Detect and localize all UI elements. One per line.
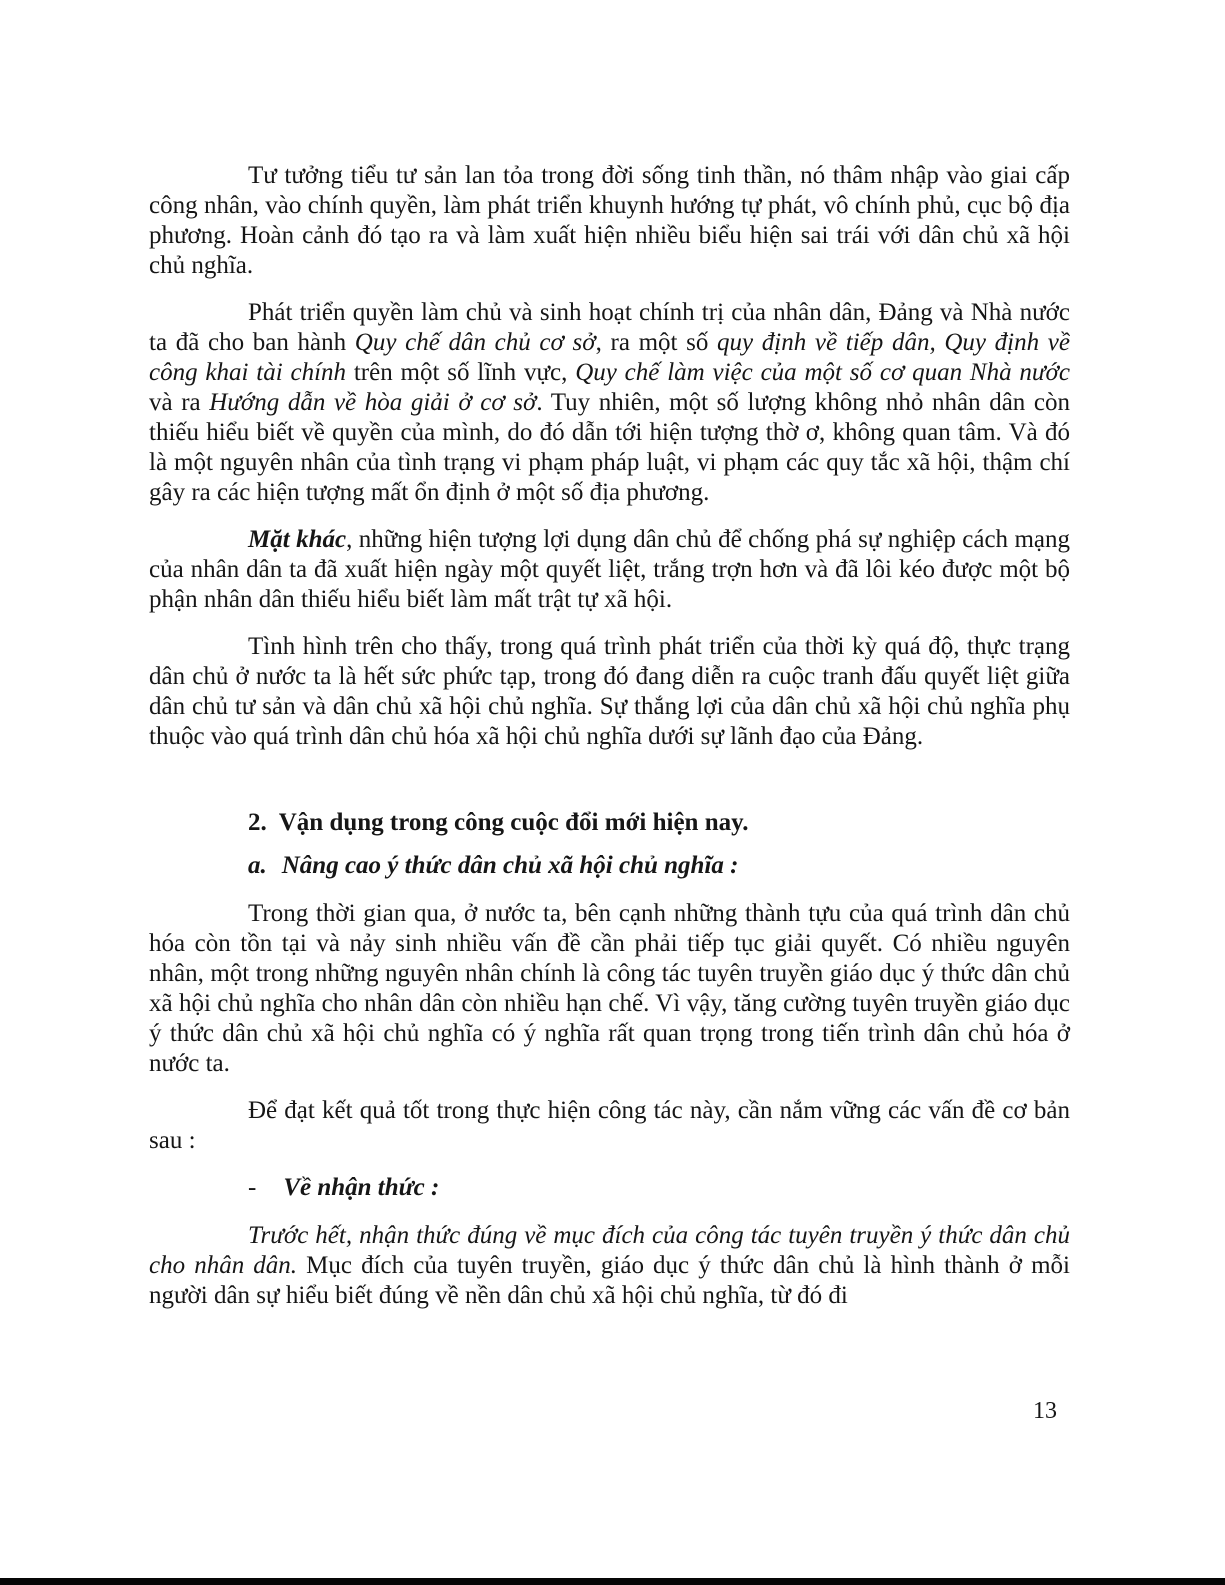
- scan-edge-bar: [0, 1578, 1225, 1585]
- subsection-heading-a: [149, 851, 1070, 881]
- paragraph-truoc-het: [149, 1221, 1077, 1311]
- text-run: Tình hình trên cho thấy, trong quá trình phát triển của thời kỳ quá độ, thực trạng dân chủ ở nước ta là hết sức phức tạp, trong đó đang diễn ra cuộc tranh đấu quyết liệt giữa dân chủ tư sản và dân chủ xã hội chủ nghĩa. Sự thắng lợi của dân chủ xã hội chủ nghĩa phụ thuộc vào quá trình dân chủ hóa xã hội chủ nghĩa dưới sự lãnh đạo của Đảng.: [149, 633, 1077, 750]
- paragraph-tieu-tu-san: [149, 161, 1077, 281]
- section-number: 2.: [248, 809, 267, 836]
- subsection-letter: a.: [248, 852, 267, 879]
- text-run: Tư tưởng tiểu tư sản lan tỏa trong đời sống tinh thần, nó thâm nhập vào giai cấp công nhân, vào chính quyền, làm phát triển khuynh hướng tự phát, vô chính phủ, cục bộ địa phương. Hoàn cảnh đó tạo ra và làm xuất hiện nhiều biểu hiện sai trái với dân chủ xã hội chủ nghĩa.: [149, 162, 1077, 279]
- text-run: Trong thời gian qua, ở nước ta, bên cạnh những thành tựu của quá trình dân chủ hóa còn tồn tại và nảy sinh nhiều vấn đề cần phải tiếp tục giải quyết. Có nhiều nguyên nhân, một trong những nguyên nhân chính là công tác tuyên truyền giáo dục ý thức dân chủ xã hội chủ nghĩa cho nhân dân còn nhiều hạn chế. Vì vậy, tăng cường tuyên truyền giáo dục ý thức dân chủ xã hội chủ nghĩa có ý nghĩa rất quan trọng trong tiến trình dân chủ hóa ở nước ta.: [149, 900, 1077, 1077]
- bullet-heading-text: Về nhận thức :: [283, 1174, 440, 1201]
- paragraph-tinh-hinh-tren: [149, 632, 1077, 752]
- text-run-italic: quy định về tiếp dân, Quy định về công khai tài chính: [149, 329, 1077, 386]
- text-run: , ra một số: [595, 329, 718, 356]
- text-run-bold-italic: Mặt khác: [248, 526, 347, 553]
- text-run-italic: Quy chế dân chủ cơ sở: [354, 329, 596, 356]
- paragraph-mat-khac: [149, 525, 1077, 615]
- text-run: , những hiện tượng lợi dụng dân chủ để chống phá sự nghiệp cách mạng của nhân dân ta đã xuất hiện ngày một quyết liệt, trắng trợn hơn và đã lôi kéo được một bộ phận nhân dân thiếu hiểu biết làm mất trật tự xã hội.: [149, 526, 1077, 613]
- text-run: Phát triển quyền làm chủ và sinh hoạt chính trị của nhân dân, Đảng và Nhà nước ta đã cho ban hành: [149, 299, 1077, 356]
- bullet-dash: -: [248, 1174, 257, 1201]
- text-run: và ra: [149, 359, 1077, 416]
- page-number: 13: [1033, 1398, 1057, 1424]
- text-run-italic: Quy chế làm việc của một số cơ quan Nhà nước: [575, 359, 1070, 386]
- paragraph-phat-trien-quyen: [149, 298, 1077, 508]
- subsection-heading-text: Nâng cao ý thức dân chủ xã hội chủ nghĩa :: [281, 852, 739, 879]
- text-run: . Tuy nhiên, một số lượng không nhỏ nhân dân còn thiếu hiểu biết về quyền của mình, do đó dẫn tới hiện tượng thờ ơ, không quan tâm. Và đó là một nguyên nhân của tình trạng vi phạm pháp luật, vi phạm các quy tắc xã hội, thậm chí gây ra các hiện tượng mất ổn định ở một số địa phương.: [149, 389, 1077, 506]
- paragraph-trong-thoi-gian: [149, 899, 1077, 1079]
- text-run-italic: Hướng dẫn về hòa giải ở cơ sở: [209, 389, 537, 416]
- text-run: Để đạt kết quả tốt trong thực hiện công tác này, cần nắm vững các vấn đề cơ bản sau :: [149, 1097, 1077, 1154]
- text-run: Mục đích của tuyên truyền, giáo dục ý thức dân chủ là hình thành ở mỗi người dân sự hiểu biết đúng về nền dân chủ xã hội chủ nghĩa, từ đó đi: [149, 1252, 1077, 1309]
- text-block: [149, 161, 1077, 1328]
- bullet-ve-nhan-thuc: [149, 1173, 1070, 1203]
- text-run: trên một số lĩnh vực,: [346, 359, 576, 386]
- section-heading-text: Vận dụng trong công cuộc đổi mới hiện nay.: [278, 809, 749, 836]
- paragraph-de-dat-ket-qua: [149, 1096, 1077, 1156]
- text-run-italic: Trước hết, nhận thức đúng về mục đích của công tác tuyên truyền ý thức dân chủ cho nhân dân.: [149, 1222, 1077, 1279]
- section-heading-2: [149, 808, 1070, 838]
